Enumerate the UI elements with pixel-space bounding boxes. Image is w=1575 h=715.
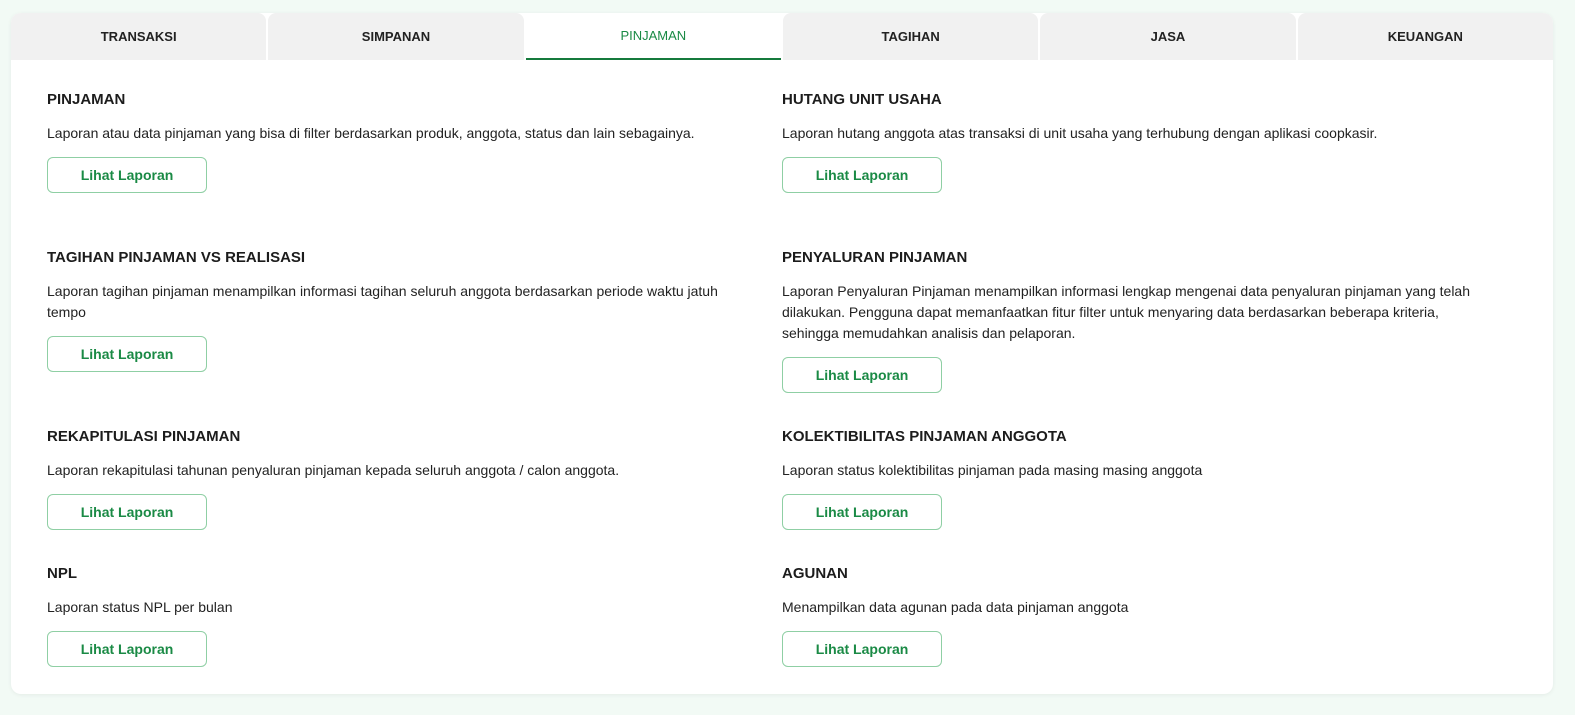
report-description: Laporan status NPL per bulan: [47, 599, 233, 615]
report-description: Laporan hutang anggota atas transaksi di unit usaha yang terhubung dengan aplikasi coopkasir.: [782, 125, 1378, 141]
report-row: [47, 564, 1517, 667]
report-item-rekapitulasi: [47, 427, 782, 530]
report-row: [47, 427, 1517, 530]
tab-jasa[interactable]: JASA: [1040, 13, 1295, 60]
report-title: NPL: [47, 565, 77, 582]
report-description: Laporan rekapitulasi tahunan penyaluran pinjaman kepada seluruh anggota / calon anggota.: [47, 462, 620, 478]
report-title: PENYALURAN PINJAMAN: [782, 249, 968, 266]
report-title: REKAPITULASI PINJAMAN: [47, 428, 241, 445]
view-report-button[interactable]: Lihat Laporan: [47, 336, 207, 372]
report-title: TAGIHAN PINJAMAN VS REALISASI: [47, 249, 306, 266]
report-title: AGUNAN: [782, 565, 848, 582]
view-report-button[interactable]: Lihat Laporan: [47, 157, 207, 193]
view-report-button[interactable]: Lihat Laporan: [47, 631, 207, 667]
report-row: [47, 90, 1517, 193]
report-description: Laporan Penyaluran Pinjaman menampilkan informasi lengkap mengenai data penyaluran pinjaman yang telah dilakukan. Pengguna dapat memanfaatkan fitur filter untuk menyaring data berdasarkan beberapa kriteria, sehingga memudahkan analisis dan pelaporan.: [782, 283, 1470, 341]
view-report-button[interactable]: Lihat Laporan: [47, 494, 207, 530]
tab-pinjaman[interactable]: PINJAMAN: [526, 13, 781, 60]
report-title: PINJAMAN: [47, 91, 126, 108]
view-report-button[interactable]: Lihat Laporan: [782, 357, 942, 393]
tab-simpanan[interactable]: SIMPANAN: [268, 13, 523, 60]
report-item-pinjaman: [47, 90, 782, 193]
tab-transaksi[interactable]: TRANSAKSI: [11, 13, 266, 60]
report-item-npl: [47, 564, 782, 667]
tab-keuangan[interactable]: KEUANGAN: [1298, 13, 1553, 60]
report-item-penyaluran-pinjaman: [782, 248, 1517, 393]
report-description: Laporan tagihan pinjaman menampilkan informasi tagihan seluruh anggota berdasarkan periode waktu jatuh tempo: [47, 283, 718, 320]
view-report-button[interactable]: Lihat Laporan: [782, 631, 942, 667]
report-description: Menampilkan data agunan pada data pinjaman anggota: [782, 599, 1129, 615]
report-item-tagihan-vs-realisasi: [47, 248, 782, 393]
report-tabs: [11, 13, 1553, 60]
report-row: [47, 248, 1517, 393]
report-description: Laporan status kolektibilitas pinjaman pada masing masing anggota: [782, 462, 1203, 478]
report-description: Laporan atau data pinjaman yang bisa di filter berdasarkan produk, anggota, status dan lain sebagainya.: [47, 125, 695, 141]
view-report-button[interactable]: Lihat Laporan: [782, 494, 942, 530]
report-item-agunan: [782, 564, 1517, 667]
report-item-kolektibilitas: [782, 427, 1517, 530]
report-card: [11, 13, 1553, 694]
view-report-button[interactable]: Lihat Laporan: [782, 157, 942, 193]
tab-tagihan[interactable]: TAGIHAN: [783, 13, 1038, 60]
report-title: KOLEKTIBILITAS PINJAMAN ANGGOTA: [782, 428, 1067, 445]
report-item-hutang-unit-usaha: [782, 90, 1517, 193]
report-title: HUTANG UNIT USAHA: [782, 91, 942, 108]
